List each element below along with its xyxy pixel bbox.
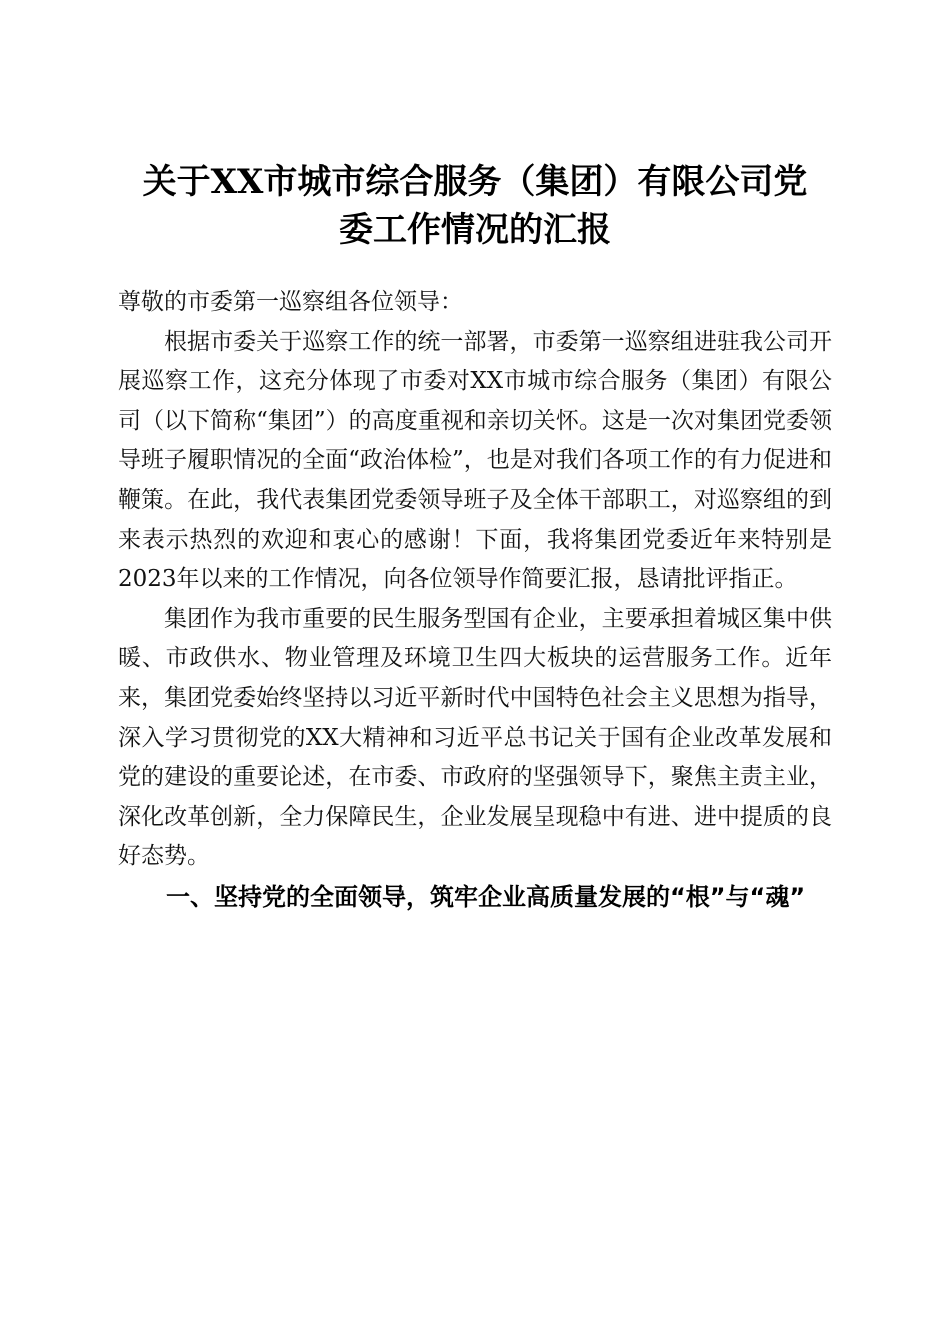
document-title-line-1: 关于XX市城市综合服务（集团）有限公司党	[142, 161, 808, 202]
paragraph-intro: 根据市委关于巡察工作的统一部署，市委第一巡察组进驻我公司开展巡察工作，这充分体现了市委对XX市城市综合服务（集团）有限公司（以下简称“集团”）的高度重视和亲切关怀。这是一次对集团党委领导班子履职情况的全面“政治体检”，也是对我们各项工作的有力促进和鞭策。在此，我代表集团党委领导班子及全体干部职工，对巡察组的到来表示热烈的欢迎和衷心的感谢！下面，我将集团党委近年来特别是2023年以来的工作情况，向各位领导作简要汇报，恳请批评指正。	[118, 328, 832, 593]
document-title-line-2: 委工作情况的汇报	[339, 209, 611, 250]
document-body	[118, 283, 832, 918]
salutation: 尊敬的市委第一巡察组各位领导：	[118, 289, 463, 315]
section-heading: 一、坚持党的全面领导，筑牢企业高质量发展的“根”与“魂”	[166, 882, 806, 911]
paragraph-overview: 集团作为我市重要的民生服务型国有企业，主要承担着城区集中供暖、市政供水、物业管理及环境卫生四大板块的运营服务工作。近年来，集团党委始终坚持以习近平新时代中国特色社会主义思想为指导，深入学习贯彻党的XX大精神和习近平总书记关于国有企业改革发展和党的建设的重要论述，在市委、市政府的坚强领导下，聚焦主责主业，深化改革创新，全力保障民生，企业发展呈现稳中有进、进中提质的良好态势。	[118, 605, 832, 870]
document-title	[110, 158, 840, 254]
